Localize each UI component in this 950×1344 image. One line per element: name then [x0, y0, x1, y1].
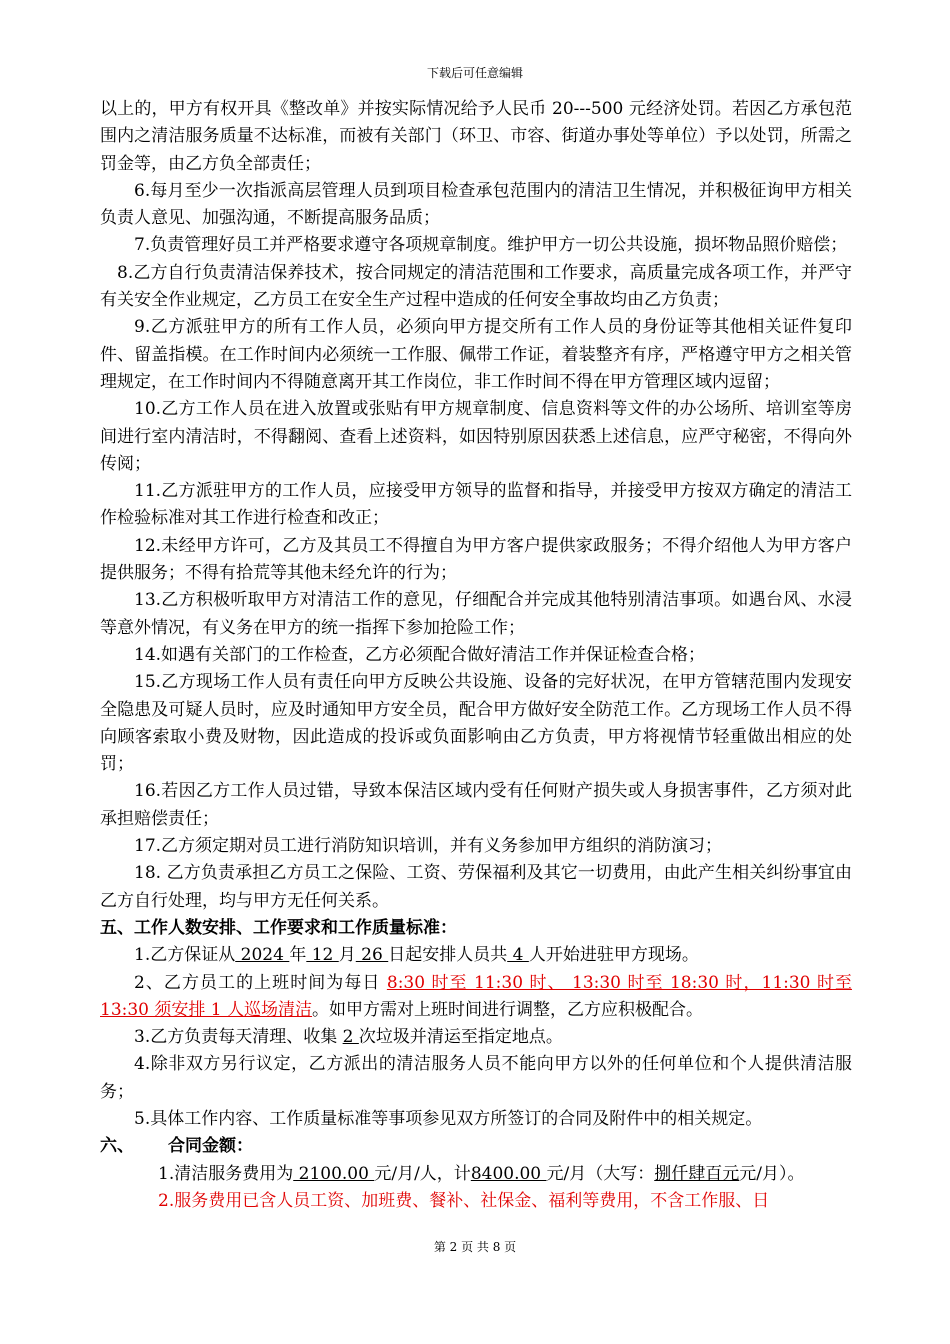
- s5-i1-text-b: 年: [289, 945, 307, 966]
- monthly-total: 8400.00: [470, 1163, 547, 1184]
- page-number: 第 2 页 共 8 页: [433, 1240, 517, 1254]
- s5-i1-text-e: 人开始进驻甲方现场。: [528, 945, 699, 966]
- section-6-number: 六、: [100, 1136, 134, 1157]
- section-5-item-4: 4.除非双方另行议定，乙方派出的清洁服务人员不能向甲方以外的任何单位和个人提供清洁服务；: [100, 1054, 852, 1102]
- s5-i2-text-b: 。如甲方需对上班时间进行调整，乙方应积极配合。: [312, 999, 704, 1020]
- clause-9: 9.乙方派驻甲方的所有工作人员，必须向甲方提交所有工作人员的身份证等其他相关证件复印件、留盖指模。在工作时间内必须统一工作服、佩带工作证，着装整齐有序，严格遵守甲方之相关管理规定，在工作时间内不得随意离开其工作岗位，非工作时间不得在甲方管理区域内逗留；: [100, 317, 852, 392]
- working-hours: 8:30 时至 11:30 时、 13:30 时至 18:30 时，11:30 时至 13:30 须安排 1 人巡场清洁: [100, 972, 852, 1020]
- s5-i1-text-a: 1.乙方保证从: [134, 945, 236, 966]
- start-day: 26: [355, 945, 389, 966]
- section-6-heading: [100, 1133, 852, 1160]
- s6-i1-text-d: 元/月）。: [739, 1163, 805, 1184]
- s5-i3-text-b: 次垃圾并清运至指定地点。: [358, 1027, 563, 1048]
- section-5-item-5: 5.具体工作内容、工作质量标准等事项参见双方所签订的合同及附件中的相关规定。: [134, 1108, 763, 1129]
- s5-i3-text-a: 3.乙方负责每天清理、收集: [134, 1027, 343, 1048]
- fee-per-person: 2100.00: [293, 1163, 375, 1184]
- staff-count: 4: [507, 945, 529, 966]
- clause-16: 16.若因乙方工作人员过错，导致本保洁区域内受有任何财产损失或人身损害事件，乙方须对此承担赔偿责任；: [100, 781, 852, 829]
- clause-15: 15.乙方现场工作人员有责任向甲方反映公共设施、设备的完好状况，在甲方管辖范围内发现安全隐患及可疑人员时，应及时通知甲方安全员，配合甲方做好安全防范工作。乙方现场工作人员不得向顾客索取小费及财物，因此造成的投诉或负面影响由乙方负责，甲方将视情节轻重做出相应的处罚；: [100, 672, 852, 775]
- clause-13: 13.乙方积极听取甲方对清洁工作的意见，仔细配合并完成其他特别清洁事项。如遇台风、水浸等意外情况，有义务在甲方的统一指挥下参加抢险工作；: [100, 590, 852, 638]
- s5-i1-text-d: 日起安排人员共: [388, 945, 508, 966]
- section-5-heading: 五、工作人数安排、工作要求和工作质量标准：: [100, 917, 457, 938]
- clause-17: 17.乙方须定期对员工进行消防知识培训，并有义务参加甲方组织的消防演习；: [134, 836, 723, 857]
- section-6-item-1: [100, 1161, 852, 1188]
- clause-10: 10.乙方工作人员在进入放置或张贴有甲方规章制度、信息资料等文件的办公场所、培训室等房间进行室内清洁时，不得翻阅、查看上述资料，如因特别原因获悉上述信息，应严守秘密，不得向外传阅；: [100, 399, 852, 474]
- garbage-times: 2: [342, 1027, 359, 1048]
- clause-6: 6.每月至少一次指派高层管理人员到项目检查承包范围内的清洁卫生情况，并积极征询甲方相关负责人意见、加强沟通，不断提高服务品质；: [100, 180, 852, 229]
- s6-i1-text-b: 元/月/人，计: [374, 1163, 471, 1184]
- total-in-words: 捌仟肆百元: [654, 1163, 740, 1184]
- section-6-item-2: 2.服务费用已含人员工资、加班费、餐补、社保金、福利等费用，不含工作服、日: [158, 1190, 770, 1211]
- clause-8: 8.乙方自行负责清洁保养技术，按合同规定的清洁范围和工作要求，高质量完成各项工作，并严守有关安全作业规定，乙方员工在安全生产过程中造成的任何安全事故均由乙方负责；: [100, 262, 852, 311]
- section-5-item-2: [100, 970, 852, 1025]
- s5-i2-text-a: 2、乙方员工的上班时间为每日: [134, 972, 387, 993]
- paragraph-continuation: 以上的，甲方有权开具《整改单》并按实际情况给予人民币 20---500 元经济处罚。若因乙方承包范围内之清洁服务质量不达标准，而被有关部门（环卫、市容、街道办事处等单位）予以处罚，所需之罚金等，由乙方负全部责任；: [100, 99, 852, 174]
- clause-18: 18. 乙方负责承担乙方员工之保险、工资、劳保福利及其它一切费用，由此产生相关纠纷事宜由乙方自行处理，均与甲方无任何关系。: [100, 863, 852, 911]
- start-year: 2024: [235, 945, 290, 966]
- s5-i1-text-c: 月: [338, 945, 356, 966]
- clause-7: 7.负责管理好员工并严格要求遵守各项规章制度。维护甲方一切公共设施，损坏物品照价赔偿；: [134, 235, 848, 256]
- s6-i1-text-c: 元/月（大写：: [546, 1163, 655, 1184]
- section-6-title: 合同金额：: [168, 1136, 253, 1157]
- s6-i1-text-a: 1.清洁服务费用为: [158, 1163, 294, 1184]
- clause-14: 14.如遇有关部门的工作检查，乙方必须配合做好清洁工作并保证检查合格；: [134, 644, 706, 665]
- page-header-note: 下载后可任意编辑: [426, 66, 523, 80]
- section-5-item-1: [100, 942, 852, 969]
- clause-11: 11.乙方派驻甲方的工作人员，应接受甲方领导的监督和指导，并接受甲方按双方确定的清洁工作检验标准对其工作进行检查和改正；: [100, 481, 852, 529]
- section-5-item-3: [100, 1024, 852, 1051]
- document-body: [100, 96, 852, 1215]
- start-month: 12: [306, 945, 339, 966]
- clause-12: 12.未经甲方许可，乙方及其员工不得擅自为甲方客户提供家政服务；不得介绍他人为甲方客户提供服务；不得有拾荒等其他未经允许的行为；: [100, 535, 852, 584]
